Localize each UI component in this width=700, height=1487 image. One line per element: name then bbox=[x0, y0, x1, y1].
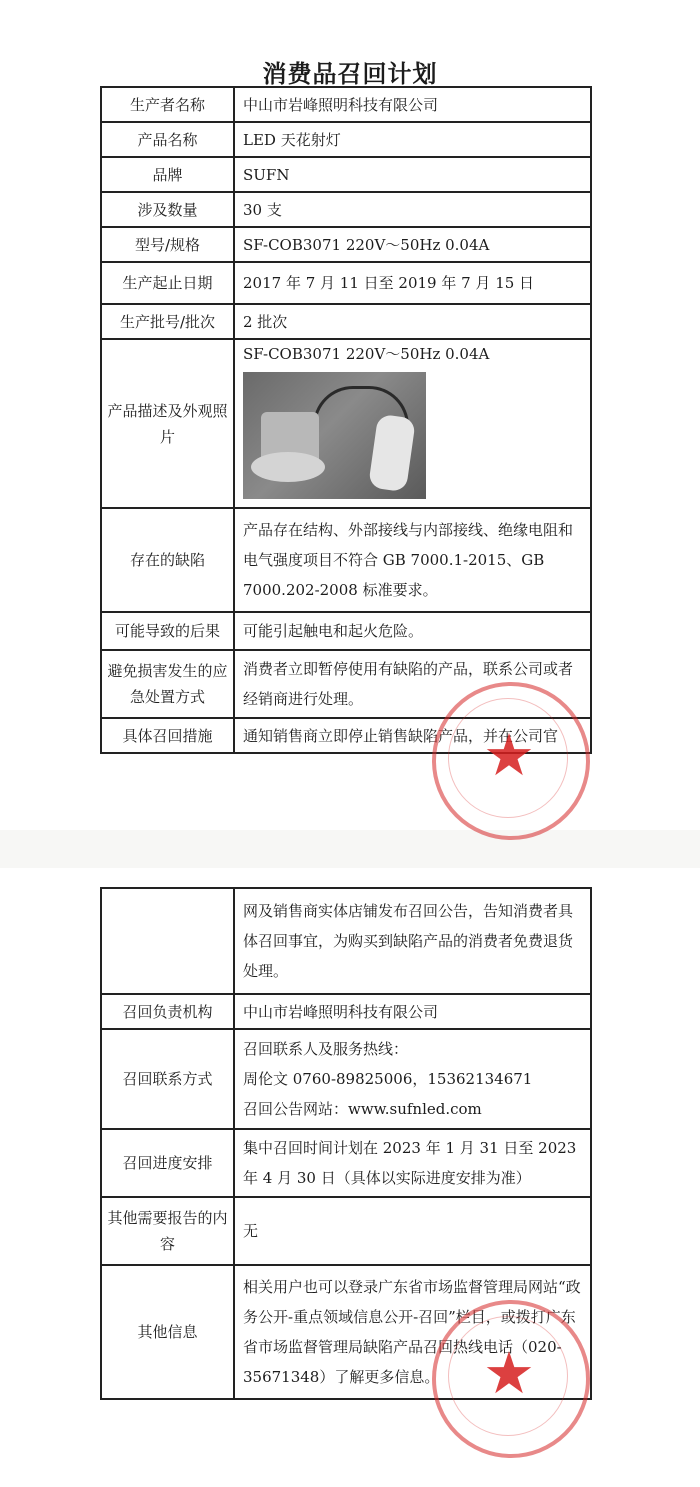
measures-text-part1: 通知销售商立即停止销售缺陷产品，并在公司官 bbox=[234, 718, 591, 753]
product-photo bbox=[243, 372, 426, 499]
photo-cell bbox=[234, 339, 591, 508]
table-row bbox=[101, 157, 591, 192]
row-label: 召回联系方式 bbox=[101, 1029, 234, 1129]
table-row bbox=[101, 304, 591, 339]
table-row bbox=[101, 87, 591, 122]
contact-website: 召回公告网站：www.sufnled.com bbox=[243, 1100, 482, 1118]
brand: SUFN bbox=[234, 157, 591, 192]
model-spec: SF-COB3071 220V～50Hz 0.04A bbox=[234, 227, 591, 262]
row-label: 生产起止日期 bbox=[101, 262, 234, 304]
company-seal bbox=[432, 682, 590, 840]
contact-line: 召回联系人及服务热线： bbox=[243, 1040, 409, 1058]
defect-text: 产品存在结构、外部接线与内部接线、绝缘电阻和电气强度项目不符合 GB 7000.1-2015、GB 7000.202-2008 标准要求。 bbox=[234, 508, 591, 612]
row-label: 品牌 bbox=[101, 157, 234, 192]
emergency-text: 消费者立即暂停使用有缺陷的产品，联系公司或者经销商进行处理。 bbox=[234, 650, 591, 718]
other-report-text: 无 bbox=[234, 1197, 591, 1265]
batch: 2 批次 bbox=[234, 304, 591, 339]
row-label: 其他信息 bbox=[101, 1265, 234, 1399]
table-row bbox=[101, 1197, 591, 1265]
row-label-empty bbox=[101, 888, 234, 994]
table-row bbox=[101, 1129, 591, 1197]
row-label: 涉及数量 bbox=[101, 192, 234, 227]
row-label: 召回负责机构 bbox=[101, 994, 234, 1029]
measures-text-part2: 网及销售商实体店铺发布召回公告，告知消费者具体召回事宜，为购买到缺陷产品的消费者免费退货处理。 bbox=[234, 888, 591, 994]
table-row bbox=[101, 888, 591, 994]
quantity: 30 支 bbox=[234, 192, 591, 227]
table-row bbox=[101, 192, 591, 227]
row-label: 型号/规格 bbox=[101, 227, 234, 262]
table-row bbox=[101, 262, 591, 304]
star-icon: ★ bbox=[483, 1339, 535, 1407]
agency-text: 中山市岩峰照明科技有限公司 bbox=[234, 994, 591, 1029]
schedule-text: 集中召回时间计划在 2023 年 1 月 31 日至 2023 年 4 月 30 日（具体以实际进度安排为准） bbox=[234, 1129, 591, 1197]
row-label: 召回进度安排 bbox=[101, 1129, 234, 1197]
production-dates: 2017 年 7 月 11 日至 2019 年 7 月 15 日 bbox=[234, 262, 591, 304]
row-label: 其他需要报告的内容 bbox=[101, 1197, 234, 1265]
contact-phone: 周伦文 0760-89825006，15362134671 bbox=[243, 1070, 533, 1088]
document-title: 消费品召回计划 bbox=[262, 60, 438, 88]
other-info-text: 相关用户也可以登录广东省市场监督管理局网站“政务公开-重点领域信息公开-召回”栏目，或拨打广东省市场监督管理局缺陷产品召回热线电话（020-35671348）了解更多信息。 bbox=[234, 1265, 591, 1399]
row-label: 产品描述及外观照片 bbox=[101, 339, 234, 508]
table-row bbox=[101, 1029, 591, 1129]
table-row bbox=[101, 508, 591, 612]
table-row bbox=[101, 227, 591, 262]
row-label: 产品名称 bbox=[101, 122, 234, 157]
contact-cell bbox=[234, 1029, 591, 1129]
table-row bbox=[101, 612, 591, 650]
row-label: 生产批号/批次 bbox=[101, 304, 234, 339]
row-label: 生产者名称 bbox=[101, 87, 234, 122]
producer-name: 中山市岩峰照明科技有限公司 bbox=[234, 87, 591, 122]
table-row bbox=[101, 339, 591, 508]
consequence-text: 可能引起触电和起火危险。 bbox=[234, 612, 591, 650]
recall-table-part-1 bbox=[100, 86, 592, 754]
lamp-ring-shape bbox=[251, 452, 325, 482]
table-row bbox=[101, 994, 591, 1029]
table-row bbox=[101, 122, 591, 157]
company-seal bbox=[432, 1300, 590, 1458]
star-icon: ★ bbox=[483, 721, 535, 789]
row-label: 可能导致的后果 bbox=[101, 612, 234, 650]
row-label: 具体召回措施 bbox=[101, 718, 234, 753]
product-name: LED 天花射灯 bbox=[234, 122, 591, 157]
row-label: 避免损害发生的应急处置方式 bbox=[101, 650, 234, 718]
photo-model-text: SF-COB3071 220V～50Hz 0.04A bbox=[243, 345, 490, 363]
row-label: 存在的缺陷 bbox=[101, 508, 234, 612]
